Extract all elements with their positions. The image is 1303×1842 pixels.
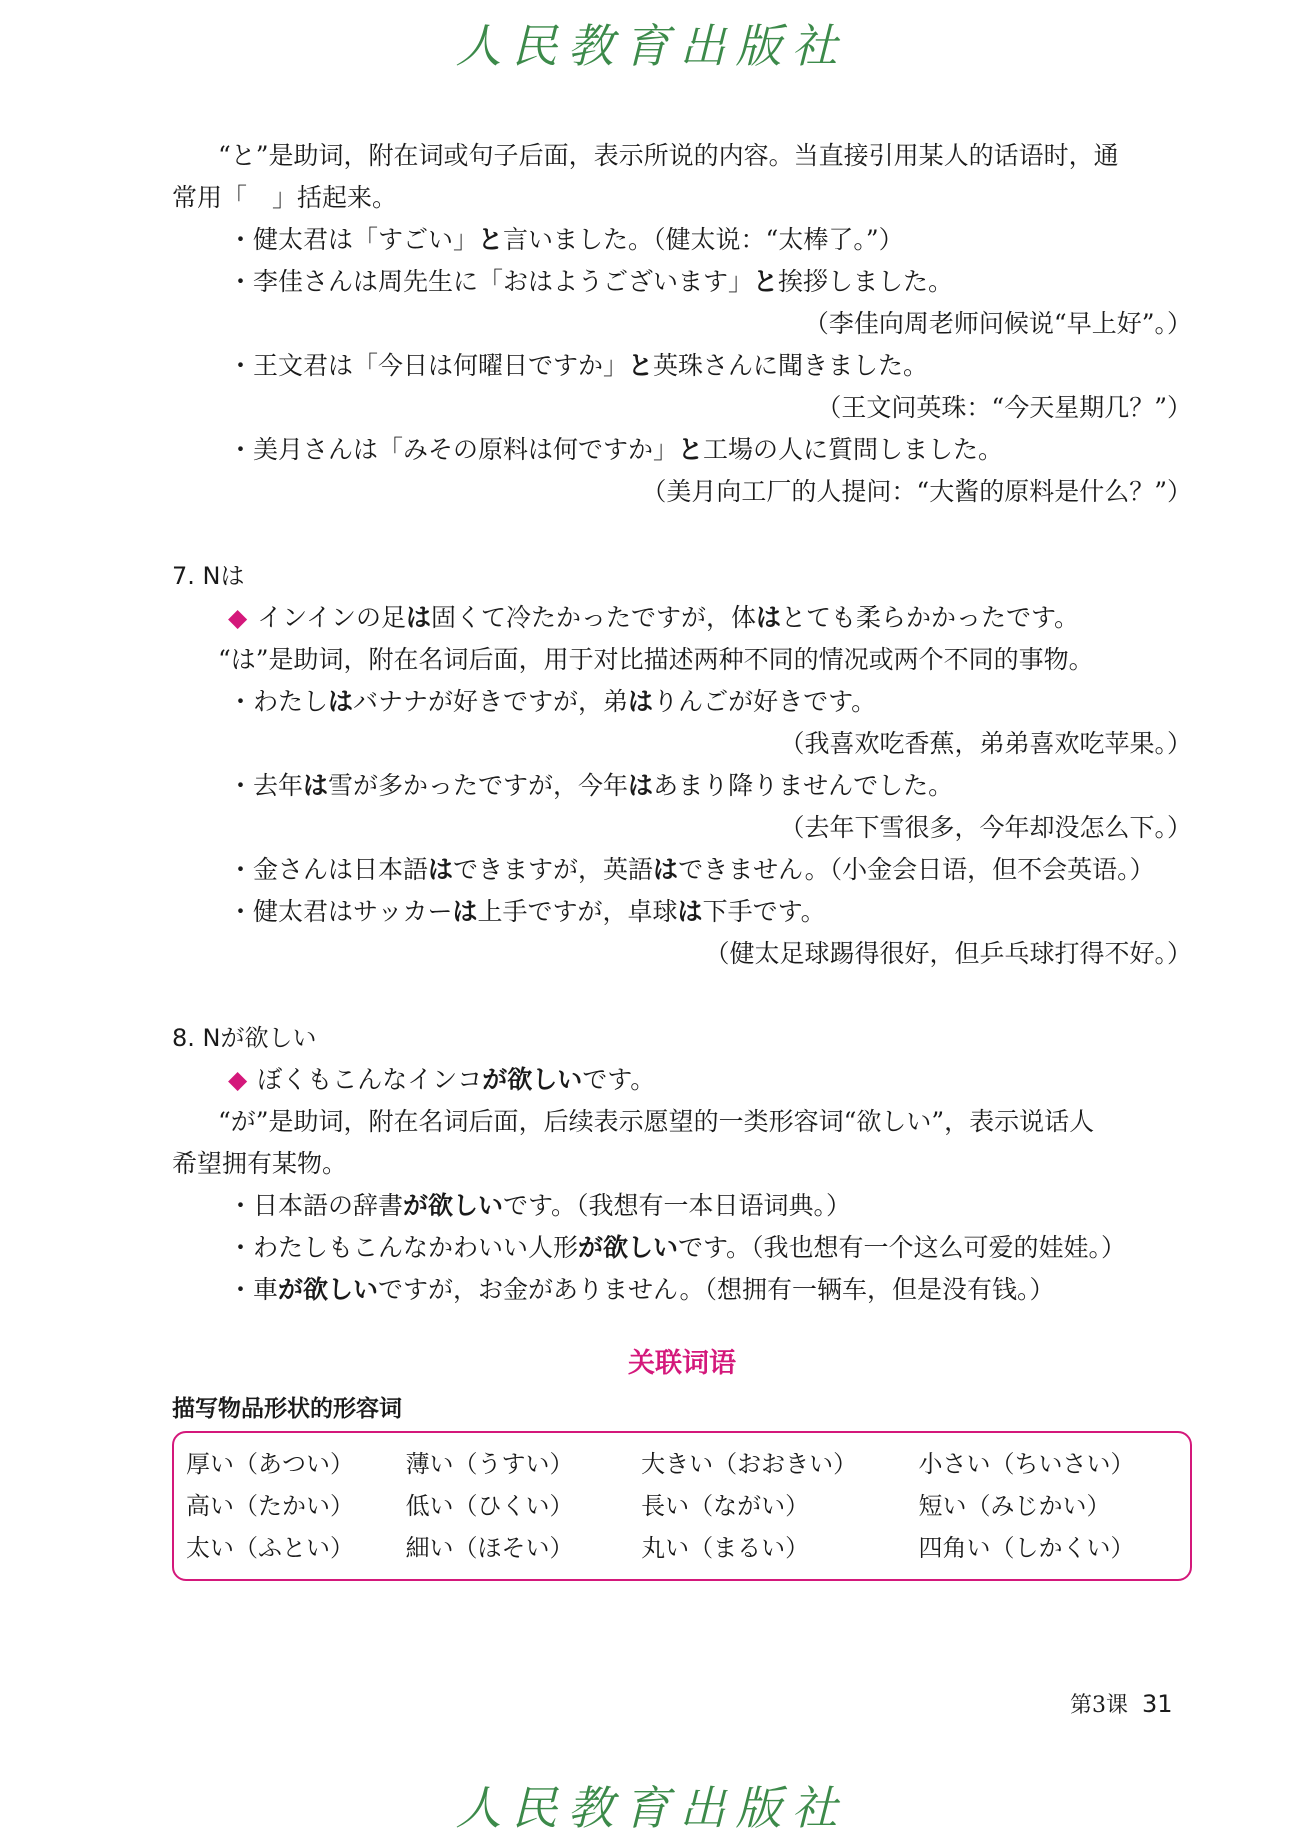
example-translation: （健太足球踢得很好，但乒乓球打得不好。） xyxy=(704,939,1192,968)
page-number: 31 xyxy=(1142,1690,1173,1718)
example-translation: （王文问英珠：“今天星期几？”） xyxy=(816,393,1192,422)
page-footer xyxy=(1070,1688,1173,1719)
example-text: 言いました。（健太说：“太棒了。”） xyxy=(503,225,904,254)
example-text: 上手ですが，卓球 xyxy=(477,897,678,926)
related-words-subtitle: 描写物品形状的形容词 xyxy=(172,1396,402,1422)
page-content xyxy=(172,135,1192,1581)
example-line xyxy=(172,891,1192,933)
example-translation: （去年下雪很多，今年却没怎么下。） xyxy=(779,813,1192,842)
key-sentence xyxy=(172,597,1192,639)
vocab-box xyxy=(172,1431,1192,1581)
particle-highlight: は xyxy=(756,603,782,632)
related-words-title: 关联词语 xyxy=(628,1348,736,1379)
particle-highlight: と xyxy=(478,225,504,254)
example-text: インインの足 xyxy=(257,603,406,632)
particle-highlight: は xyxy=(628,687,654,716)
particle-highlight: は xyxy=(677,897,703,926)
example-text: 雪が多かったですが，今年 xyxy=(328,771,629,800)
example-text: 下手です。 xyxy=(702,897,826,926)
to-intro-line2: 常用「 」括起来。 xyxy=(172,183,398,212)
vocab-word: 四角い（しかくい） xyxy=(918,1534,1135,1562)
vocab-word: 丸い（まるい） xyxy=(641,1534,810,1562)
section-7-explanation: “は”是助词，附在名词后面，用于对比描述两种不同的情况或两个不同的事物。 xyxy=(218,645,1094,674)
vocab-word: 低い（ひくい） xyxy=(405,1492,574,1520)
example-text: ・わたし xyxy=(228,687,329,716)
particle-highlight: と xyxy=(628,351,654,380)
particle-highlight: が欲しい xyxy=(403,1191,504,1220)
particle-highlight: は xyxy=(653,855,679,884)
example-text: です。（我想有一本日语词典。） xyxy=(503,1191,852,1220)
to-intro-line1: “と”是助词，附在词或句子后面，表示所说的内容。当直接引用某人的话语时，通 xyxy=(218,141,1119,170)
particle-highlight: は xyxy=(428,855,454,884)
vocab-word: 長い（ながい） xyxy=(641,1492,810,1520)
section-8-explanation-line1: “が”是助词，附在名词后面，后续表示愿望的一类形容词“欲しい”，表示说话人 xyxy=(218,1107,1095,1136)
particle-highlight: と xyxy=(753,267,779,296)
example-text: 固くて冷たかったですが，体 xyxy=(431,603,757,632)
vocab-word: 高い（たかい） xyxy=(186,1492,354,1520)
example-text: バナナが好きですが，弟 xyxy=(353,687,629,716)
example-text: りんごが好きです。 xyxy=(653,687,877,716)
particle-highlight: は xyxy=(628,771,654,800)
example-text: とても柔らかかったです。 xyxy=(781,603,1080,632)
example-line xyxy=(172,261,1192,303)
example-line xyxy=(172,345,1192,387)
publisher-logo-bottom: 人民教育出版社 xyxy=(455,1781,848,1835)
example-line xyxy=(172,219,1192,261)
example-line xyxy=(172,1227,1192,1269)
example-text: ・李佳さんは周先生に「おはようございます」 xyxy=(228,267,754,296)
example-line xyxy=(172,849,1192,891)
example-line xyxy=(172,429,1192,471)
particle-highlight: が欲しい xyxy=(578,1233,679,1262)
particle-highlight: は xyxy=(328,687,354,716)
example-text: ・日本語の辞書 xyxy=(228,1191,404,1220)
example-text: ・去年 xyxy=(228,771,304,800)
example-text: ・健太君は「すごい」 xyxy=(228,225,479,254)
example-translation: （我喜欢吃香蕉，弟弟喜欢吃苹果。） xyxy=(779,729,1192,758)
section-8-explanation-line2: 希望拥有某物。 xyxy=(172,1149,348,1178)
example-text: ぼくもこんなインコ xyxy=(257,1065,483,1094)
vocab-row xyxy=(186,1527,1178,1569)
example-text: ・車 xyxy=(228,1275,279,1304)
example-text: ・わたしもこんなかわいい人形 xyxy=(228,1233,579,1262)
vocab-word: 薄い（うすい） xyxy=(405,1450,574,1478)
vocab-word: 厚い（あつい） xyxy=(186,1450,354,1478)
particle-highlight: は xyxy=(406,603,432,632)
example-text: ・美月さんは「みその原料は何ですか」 xyxy=(228,435,679,464)
particle-highlight: と xyxy=(678,435,704,464)
diamond-bullet-icon: ◆ xyxy=(228,1065,248,1094)
example-text: できますが，英語 xyxy=(453,855,654,884)
example-text: 英珠さんに聞きました。 xyxy=(653,351,929,380)
publisher-logo-top: 人民教育出版社 xyxy=(455,19,848,73)
example-text: です。（我也想有一个这么可爱的娃娃。） xyxy=(678,1233,1127,1262)
example-text: 工場の人に質問しました。 xyxy=(703,435,1004,464)
example-translation: （李佳向周老师问候说“早上好”。） xyxy=(803,309,1192,338)
lesson-label: 第3课 xyxy=(1070,1693,1128,1718)
example-text: です。 xyxy=(582,1065,656,1094)
example-text: ・王文君は「今日は何曜日ですか」 xyxy=(228,351,629,380)
example-text: ・健太君はサッカー xyxy=(228,897,453,926)
particle-highlight: が欲しい xyxy=(278,1275,379,1304)
example-text: 挨拶しました。 xyxy=(778,267,954,296)
example-line xyxy=(172,681,1192,723)
example-line xyxy=(172,1269,1192,1311)
example-translation: （美月向工厂的人提问：“大酱的原料是什么？”） xyxy=(641,477,1192,506)
diamond-bullet-icon: ◆ xyxy=(228,603,248,632)
vocab-word: 大きい（おおきい） xyxy=(641,1450,858,1478)
example-line xyxy=(172,1185,1192,1227)
section-8-heading: 8. Nが欲しい xyxy=(172,1024,317,1052)
example-text: できません。（小金会日语，但不会英语。） xyxy=(678,855,1155,884)
example-text: あまり降りませんでした。 xyxy=(653,771,954,800)
vocab-word: 短い（みじかい） xyxy=(918,1492,1111,1520)
vocab-word: 太い（ふとい） xyxy=(186,1534,354,1562)
vocab-word: 小さい（ちいさい） xyxy=(918,1450,1135,1478)
section-7-heading: 7. Nは xyxy=(172,562,245,590)
example-line xyxy=(172,765,1192,807)
particle-highlight: が欲しい xyxy=(482,1065,583,1094)
key-sentence xyxy=(172,1059,1192,1101)
vocab-row xyxy=(186,1443,1178,1485)
example-text: ・金さんは日本語 xyxy=(228,855,429,884)
particle-highlight: は xyxy=(303,771,329,800)
example-text: ですが，お金がありません。（想拥有一辆车，但是没有钱。） xyxy=(378,1275,1055,1304)
vocab-row xyxy=(186,1485,1178,1527)
particle-highlight: は xyxy=(452,897,478,926)
vocab-word: 細い（ほそい） xyxy=(405,1534,574,1562)
